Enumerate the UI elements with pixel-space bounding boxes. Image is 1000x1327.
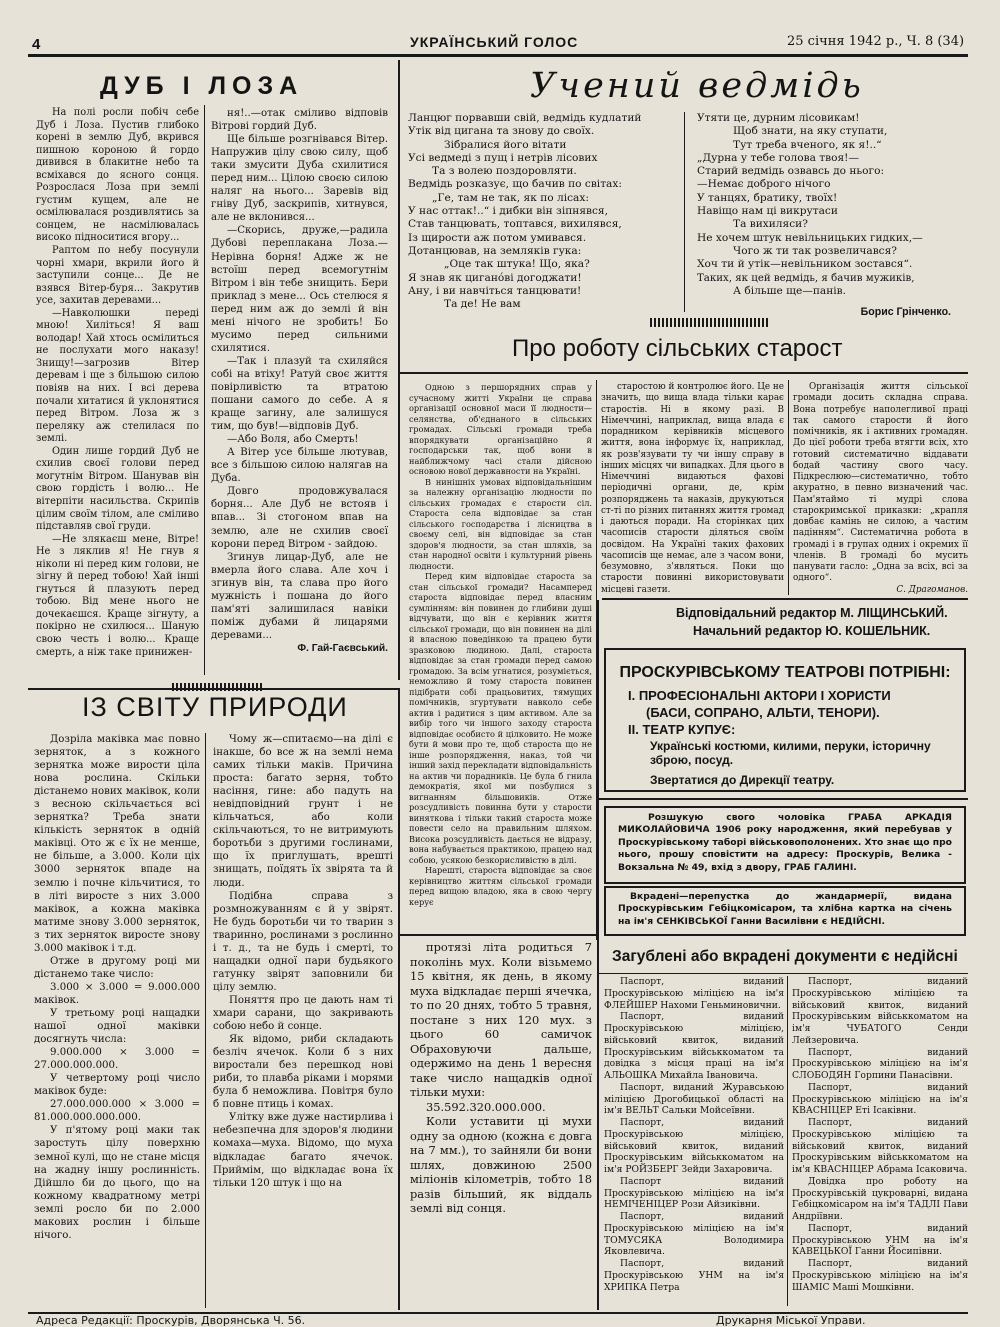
elders-title: Про роботу сільських старост: [512, 335, 843, 362]
elders-column-1: Одною з першорядних справ у сучасному житті України це справа організації основної маси її людности—селянства, об'єднаного в сільських громадах. Сільські громади треба впорядкувати організаційно й господарськи так, щоб вони в найближчому часі стали дійсною основою нової державности на Україні. В нинішніх умовах відповідальнішим за належну організацію людности по сільських громадах є старости сіл. Староста села відповідає за стан сільського господарства і лісництва в своєму селі, він відповідає за стан здоров'я людности, за стан шляхів, за стан народної освіти і культурний рівень людности. Перед ким відповідає староста за стан сільської громади? Насамперед староста відповідає перед власним сумлінням: він повинен до глибини душі відчувати, що він є керівник життя сільської громади, що він повинен на ділі й власною поведінкою та працею бути зразковою людиною. Далі, староста відповідає за стан громади перед самою громадою. За всім угнатися, розуміється, неможливо й тому староста повинен підібрати собі працьовитих, тямущих помічників, згуртувати навколо себе актив і радитися з цим активом. Але за вибір того чи іншого заходу староста відповідає особисто й цілковито. Не може бути й мови про те, щоб староста що не інше розпорядження, наказ, той чи інший захід перекладати відповідальність на актив чи порадників. Це була б гнила демократія, якої ми позбулися з вигнанням більшовиків. Отже розсудливість повинна бути у старости виняткова і тільки такий староста може повести село на правильним шляхом. Висока розсудливість дається не відразу, вона набувається практикою, працею над собою, усякою безкорисливістю в ділі. Нарешті, староста відповідає за своє керівництво життям сільської громади перед вищою владою, яка в свою чергу керує: [409, 382, 592, 907]
footer-address: Адреса Редакції: Проскурів, Дворянська Ч. 56.: [36, 1314, 306, 1327]
lost-docs-column-1: Паспорт, виданий Проскурівською міліцією на ім'я ФЛЕЙШЕР Нахоми Геньминовични. Паспорт, виданий Проскурівською міліцією, військовий квиток, виданий Проскурівським військкоматом та довідка з місця праці на ім'я АЛЬОШКА Михайла Івановича. Паспорт, виданий Журавською міліцією Дрогобицької області на ім'я ВЕЛЬТ Сальки Мойсеївни. Паспорт, виданий Проскурівською міліцією, військовий квиток, виданий Проскурівським військкоматом на ім'я РОЙЗБЕРГ Зейди Захаровича. Паспорт виданий Проскурівською міліцією на ім'я НЕМІЧЕНІЦЕР Рози Айзиківни. Паспорт, виданий Проскурівською міліцією на ім'я ТОМУСЯКА Володимира Яковлевича. Паспорт, виданий Проскурівською УНМ на ім'я ХРИПКА Петра: [604, 976, 784, 1293]
masthead-title: УКРАЇНСЬКИЙ ГОЛОС: [410, 34, 579, 50]
oak-column-2: ня!..—отак сміливо відповів Вітрові гордий Дуб. Ще більше розгнівався Вітер. Напружив цілу свою силу, щоб таки змусити Дуба схилитися перед ним... Цілою своєю силою наляг на нього... Заревів від гніву Дуб, заскрипів, хитнувся, але не вклонився... —Скорись, друже,—радила Дубові переплакана Лоза.—Нерівна борня! Адже ж не встоїш перед всемогутнім Вітром і він тебе знищить. Бери приклад з мене... Ось стелюся я перед ним аж до землі й він мені нічого не зробить! Бо мусимо перед сильними схилятися. —Так і плазуй та схиляйся собі на втіху! Ратуй своє життя повірливістю та втратою пошани самого до себе. А я краще загину, але залишуся тим, що був!—відповів Дуб. —Або Воля, або Смерть! А Вітер усе більше лютував, все з більшою силою налягав на Дуба. Довго продовжувалася борня... Але Дуб не встояв і впав... Зі стогоном впав на землю, але не схилив своєї корони перед Вітром - зайдою. Згинув лицар-Дуб, але не вмерла його слава. Але хоч і згинув він, та слава про його мужність і пошана до його пам'яті залишилася навіки поміж дубами й лицарями деревами... Ф. Гай-Гаєвський.: [211, 108, 388, 654]
elders-column-2: старостою й контролює його. Це не значить, що вища влада тільки карає старостів. Ні в якому разі. В Німеччині, наприклад, вища влада є порадником керівників місцевого життя, вона інформує їх, наприклад, як розв'язувати ту чи іншу справу в інших місцях чи випадках. Для цього в Німеччині видаються фахові періодичні органи, де, крім розпоряджень та наказів, друкуються ст-ті по різних питаннях життя громад і даються поради. На сторінках цих часописів старости діляться своїм досвідом. На Україні таких фахових часописів ще немає, але з часом вони, безумовно, з'являться. Поки що старости повинні використовувати місцеві газети.: [601, 382, 784, 595]
page-number: 4: [32, 36, 41, 53]
theatre-ad-item-1-detail: (БАСИ, СОПРАНО, АЛЬТИ, ТЕНОРИ).: [646, 705, 880, 720]
lost-docs-title: Загублені або вкрадені документи є недійсні: [612, 948, 958, 965]
bear-column-divider: [684, 112, 685, 312]
oak-column-divider: [204, 105, 205, 675]
search-ad-text: Розшукую свого чоловіка ГРАБА АРКАДІЯ МИКОЛАЙОВИЧА 1906 року народження, який перебував у Проскурівському таборі військовополонених. Хто знає що про нього, прошу сповістити на адресу: Проскурів, Велика - Вокзальна № 49, вхід з двору, ГРАБ ГАЛИНІ.: [618, 812, 952, 873]
oak-column-1: На полі росли побіч себе Дуб і Лоза. Пустив глибоко корені в землю Дуб, вкрився пишною короною й гордо дивився в блакитне небо та всміхався до ясного сонця. Розрослася Лоза при землі густим кущем, але не осмілювалася роздивлятись за сонцем, не насмілювалась високо підноситися вгору... Раптом по небу посунули чорні хмари, вкрили його й заступили сонце... Де не взявся Вітер-буря... Закрутив усе, захитав деревами... —Навколюшки переді мною! Хиліться! Я ваш володар! Хай хтось осмілиться не послухати мого наказу! Знищу!—загрозив Вітер деревам і ще з більшою силою повіяв на них. І всі дерева почали хитатися й уклонятися перед Вітром. Лоза ж з переляку аж стелилася по землі. Один лише гордий Дуб не схилив своєї голови перед могутнім Вітром. Шанував він свою гордість і волю... Не вітерпіти насильства. Скрипів цілим своїм тілом, але сміливо підставляв свої груди. —Не злякаєш мене, Вітре! Не з ляклив я! Не гнув я ніколи ні перед ким голови, не зігну й перед тобою! Хай інші гнуться й плазують перед тобою. Від мене нього не дочекаєшся. Краще зігнуту, а покірно не схилюся... Шаную свою честь і волю... Краще смерть, а ніж таке принижен-: [36, 107, 199, 658]
bear-poem-col-1: Ланцюг порвавши свій, ведмідь кудлатий Утік від цигана та знову до своїх. Зібралися його вітати Усі ведмеді з пущ і нетрів лісових Та з волею поздоровляти. Ведмідь розказує, що бачив по світах: „Ге, там не так, як по лісах: У нас оттак!..“ і дибки він зіпнявся, Став танцювать, топтався, вихилявся, Із щирости аж потом умивався. Дотанцював, на земляків гука: „Оце так штука! Що, яка? Я знав як цигано́ві догоджати! Ану, і ви навчіться танцювати! Та де! Не вам: [408, 112, 642, 311]
elders-column-divider-2: [788, 380, 789, 595]
theatre-ad-item-2-detail: Українські костюми, килими, перуки, історичну зброю, посуд.: [650, 739, 931, 767]
theatre-ad-contact: Звертатися до Дирекції театру.: [650, 773, 835, 787]
main-divider-lower: [398, 690, 400, 1310]
stolen-ad-text: Вкрадені—перепустка до жандармерії, видана Проскурівським Гебіцкомісаром, та хлібна картка на січень на ім'я СЕНКІВСЬКОЇ Ганни Василівни є НЕДІЙСНІ.: [618, 891, 952, 927]
nature-column-2: Чому ж—спитаємо—на ділі є інакше, бо все ж на землі нема самих тільки маків. Причина проста: багато зерня, тобто насіння, гине: або падуть на невідповідний грунт і не кільчаться, або коли скільчаються, то не витримують боротьби з другими гослинами, що їх приглушать, врешті знищать, поїдять їх звірята та й люди. Подібна справа з розмножуванням є й у звірят. Не будь боротьби чи то тварин з тваринно, рослинами з рослинно і т. д., та не будь і смерті, то нащадки одної пари будьякого гатунку звірят заповнили би цілу землю. Поняття про це дають нам ті хмари сарани, що закривають собою небо й сонце. Як відомо, риби складають безліч ячечок. Коли б з них виростали без перешкод нові риби, то плавба ріками і морями була б неможлива. Повітря було б повне птиць і комах. Улітку вже дуже настирлива і небезпечна для здоров'я людини комаха—муха. Відомо, що муха відкладає багато ячечок. Приймім, що відкладає вона їх тільки 120 штук і що на: [213, 734, 393, 1189]
nature-column-1: Дозріла маківка має повно зерняток, а з кожного зернятка може вирости ціла нова рослина. Скільки дістанемо нових маківок, коли з весною скільчається всі зернятка? Треба знати кількість зерняток в одній маківці. Ото ж є їх не менше, не більше, а 3.000. Коли ціх 3000 зерняток впаде на землю і почне кільчитися, то в літі виросте з них 3.000 маківок, а кожна маківка матиме знову 3.000 зерняток, з тих зерняток виросте знову 3.000 маківок і т.д. Отже в другому році ми дістанемо таке число: 3.000 ⨯ 3.000 = 9.000.000 маківок. У третьому році нащадки нашої одної маківки досягнуть числа: 9.000.000 ⨯ 3.000 = 27.000.000.000. У четвертому році число маківок буде: 27.000.000.000 ⨯ 3.000 = 81.000.000.000.000. У п'ятому році маки так заростуть цілу поверхню земної кулі, що не стане місця на жадну іншу рослинність. Дійшло би до цього, що на кожному квадратному метрі землі росло би по 2.000 макових рослин і більше нічого.: [34, 734, 200, 1241]
lost-docs-column-2: Паспорт, виданий Проскурівською міліцією та військовий квиток, виданий Проскурівським військкоматом на ім'я ЧУБАТОГО Сенди Лейзеровича. Паспорт, виданий Проскурівською міліцією на ім'я СЛОБОДЯН Горпини Панасівни. Паспорт, виданий Проскурівською міліцією на ім'я КВАСНІЦЕР Еті Ісаківни. Паспорт, виданий Проскурівською міліцією та військовий квиток, виданий Проскурівським військкоматом на ім'я КВАСНІЦЕР Абрама Ісаковича. Довідка про роботу на Проскурівській цукроварні, видана Гебіцкомісаром на ім'я ТАДЛІ Пави Андріївни. Паспорт, виданий Проскурівською УНМ на ім'я КАВЕЦЬКОЇ Ганни Йосипівни. Паспорт, виданий Проскурівською міліцією на ім'я ШАМІС Маші Мошківни.: [792, 976, 968, 1293]
theatre-ad-item-2: ІІ. ТЕАТР КУПУЄ:: [628, 722, 736, 737]
stolen-ad-box: [604, 886, 966, 936]
search-ad-top-rule: [598, 798, 968, 800]
oak-signature: Ф. Гай-Гаєвський.: [297, 642, 388, 654]
footer-printer: Друкарня Міської Управи.: [716, 1314, 866, 1327]
lost-docs-rule: [598, 973, 968, 974]
nature-column-divider-1: [205, 733, 206, 1308]
elders-signature: С. Драгоманов.: [896, 584, 968, 595]
oak-title: ДУБ І ЛОЗА: [100, 72, 304, 100]
bear-poem-col-2: Утяти це, дурним лісовикам! Щоб знати, на яку ступати, Тут треба вченого, як я!..“ „Дурна у тебе голова твоя!— Старий ведмідь озвавсь до нього: —Немає доброго нічого У танцях, братику, твоїх! Навіщо нам ці викрутаси Та вихиляси? Не хочем штук невільницьких гидких,— Чого ж ти так розвеличався? Хоч ти й утік—невільником зостався“. Таких, як цей ведмідь, я бачив мужиків, А більше ще—панів. Борис Грінченко.: [697, 112, 969, 319]
ornament-separator: [650, 318, 770, 327]
lost-docs-divider: [787, 976, 788, 1306]
bear-title: Учений ведмідь: [530, 66, 864, 106]
editor-chief: Начальний редактор Ю. КОШЕЛЬНИК.: [693, 624, 931, 638]
theatre-ad-title: ПРОСКУРІВСЬКОМУ ТЕАТРОВІ ПОТРІБНІ:: [619, 664, 951, 681]
main-divider-upper: [398, 60, 400, 680]
editor-responsible: Відповідальний редактор М. ЛІЩИНСЬКИЙ.: [676, 606, 948, 620]
nature-column-3: протязі літа родиться 7 поколінь мух. Коли візьмемо 15 квітня, як день, в якому муха відкладає перші ячечка, то по 20 днях, тобто 5 травня, постане з них 120 мух. з цього 60 самичок Обраховуючи дальше, одержимо на день 1 вересня таке число нащадків одної тільки мухи: 35.592.320.000.000. Коли уставити ці мухи одну за одною (кожна є довга на 7 мм.), то зайняли би вони шлях, довжиною 2500 міліонів кілометрів, тобто 18 разів більший, як віддаль землі від сонця.: [410, 940, 592, 1215]
issue-date: 25 січня 1942 р., Ч. 8 (34): [787, 34, 965, 49]
bear-signature: Борис Грінченко.: [860, 306, 951, 319]
elders-column-3: Організація життя сільської громади досить складна справа. Вона потребує наполегливої праці так самого старости й його помічників, як і активних громадян. До цієї роботи треба втягти всіх, хто готовий систематично віддавати бодай частину свого часу. Підкреслюю—систематично, тобто акуратно, в певно визначений час. Пам'ятаймо ті мудрі слова старокримської приказки: „крапля довбає камінь не силою, а частим падінням“. Систематична робота в громаді і в групах одних і окремих її членів. В громаді бо мусить панувати гасло: „Одна за всіх, всі за одного“. С. Драгоманов.: [793, 382, 968, 595]
elders-top-rule: [400, 372, 968, 374]
nature-title: ІЗ СВІТУ ПРИРОДИ: [82, 692, 348, 722]
main-divider-right: [597, 600, 599, 1310]
editors-top-rule: [602, 598, 968, 600]
nature-col3-top-rule: [400, 934, 597, 936]
header-rule: [28, 54, 968, 57]
theatre-ad-item-1: І. ПРОФЕСІОНАЛЬНІ АКТОРИ І ХОРИСТИ: [628, 688, 891, 703]
theatre-ad-box: [604, 648, 966, 792]
nature-top-rule: [28, 688, 400, 690]
search-ad-box: [604, 806, 966, 884]
